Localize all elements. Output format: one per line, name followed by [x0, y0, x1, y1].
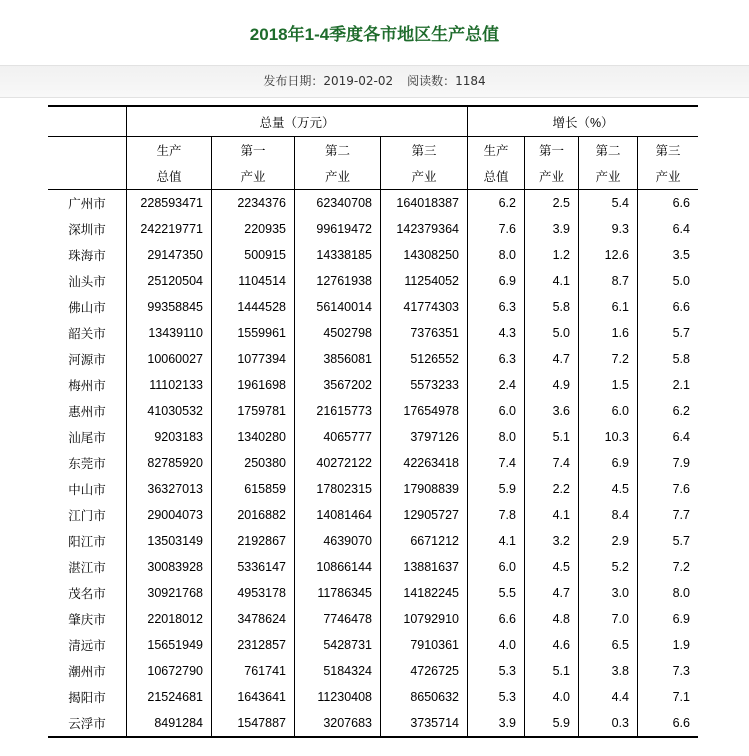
city-name: 汕尾市	[68, 431, 106, 445]
growth-value-cell: 5.0	[525, 320, 579, 346]
city-name: 珠海市	[68, 249, 106, 263]
total-value-cell: 22018012	[127, 606, 212, 632]
total-value-cell: 1643641	[212, 684, 295, 710]
total-value-cell: 15651949	[127, 632, 212, 658]
col-header-growth-primary: 第一	[525, 137, 579, 164]
col-header-growth-tertiary: 第三	[638, 137, 699, 164]
table-row	[48, 632, 698, 658]
growth-value-cell: 8.4	[579, 502, 638, 528]
city-name: 揭阳市	[68, 691, 106, 705]
total-value-cell: 1961698	[212, 372, 295, 398]
growth-value-cell: 5.7	[638, 528, 699, 554]
total-value-cell: 3856081	[295, 346, 381, 372]
col-header-total-gdp: 生产	[127, 137, 212, 164]
growth-value-cell: 4.1	[468, 528, 525, 554]
growth-value-cell: 7.6	[638, 476, 699, 502]
total-value-cell: 2312857	[212, 632, 295, 658]
total-value-cell: 10060027	[127, 346, 212, 372]
city-name: 中山市	[68, 483, 106, 497]
total-value-cell: 1759781	[212, 398, 295, 424]
total-value-cell: 10866144	[295, 554, 381, 580]
growth-value-cell: 2.1	[638, 372, 699, 398]
city-name: 云浮市	[48, 710, 127, 737]
read-count-label: 阅读数：	[407, 74, 456, 88]
table-row	[48, 580, 698, 606]
table-row	[48, 450, 698, 476]
total-value-cell: 3478624	[212, 606, 295, 632]
growth-value-cell: 7.9	[638, 450, 699, 476]
total-value-cell: 1340280	[212, 424, 295, 450]
col-header-growth-secondary-line2: 产业	[579, 163, 638, 190]
col-header-growth-primary-line2: 产业	[525, 163, 579, 190]
table-row	[48, 268, 698, 294]
growth-value-cell: 6.2	[638, 398, 699, 424]
city-name: 深圳市	[68, 223, 106, 237]
table-row	[48, 372, 698, 398]
total-value-cell: 41774303	[381, 294, 468, 320]
total-value-cell: 25120504	[127, 268, 212, 294]
total-value-cell: 11254052	[381, 268, 468, 294]
growth-value-cell: 4.7	[525, 346, 579, 372]
growth-value-cell: 5.9	[468, 476, 525, 502]
col-header-total-primary: 第一	[212, 137, 295, 164]
growth-value-cell: 6.0	[468, 398, 525, 424]
total-value-cell: 11230408	[295, 684, 381, 710]
growth-value-cell: 3.5	[638, 242, 699, 268]
total-value-cell: 29147350	[127, 242, 212, 268]
growth-value-cell: 1.5	[579, 372, 638, 398]
total-value-cell: 29004073	[127, 502, 212, 528]
table-row	[48, 398, 698, 424]
table-row	[48, 528, 698, 554]
total-value-cell: 1104514	[212, 268, 295, 294]
city-name: 阳江市	[68, 535, 106, 549]
total-value-cell: 7746478	[295, 606, 381, 632]
total-value-cell: 761741	[212, 658, 295, 684]
article-meta-bar	[0, 65, 749, 98]
table-subheader-row-1	[48, 137, 698, 164]
corner-cell	[48, 137, 127, 164]
col-header-growth-secondary: 第二	[579, 137, 638, 164]
growth-value-cell: 7.8	[468, 502, 525, 528]
growth-value-cell: 6.2	[468, 190, 525, 217]
total-value-cell: 142379364	[381, 216, 468, 242]
growth-value-cell: 6.0	[579, 398, 638, 424]
city-name: 梅州市	[68, 379, 106, 393]
total-value-cell: 21524681	[127, 684, 212, 710]
growth-value-cell: 5.1	[525, 424, 579, 450]
growth-value-cell: 3.2	[525, 528, 579, 554]
read-count: 1184	[455, 74, 486, 88]
table-row	[48, 242, 698, 268]
growth-value-cell: 4.9	[525, 372, 579, 398]
city-name: 河源市	[68, 353, 106, 367]
table-row	[48, 658, 698, 684]
growth-value-cell: 4.7	[525, 580, 579, 606]
group-header-total: 总量（万元）	[127, 106, 468, 137]
growth-value-cell: 1.6	[579, 320, 638, 346]
city-name: 肇庆市	[68, 613, 106, 627]
growth-value-cell: 5.0	[638, 268, 699, 294]
total-value-cell: 1444528	[212, 294, 295, 320]
total-value-cell: 30083928	[127, 554, 212, 580]
growth-value-cell: 3.0	[579, 580, 638, 606]
growth-value-cell: 6.3	[468, 346, 525, 372]
growth-value-cell: 5.1	[525, 658, 579, 684]
table-row	[48, 294, 698, 320]
total-value-cell: 13881637	[381, 554, 468, 580]
total-value-cell: 13439110	[127, 320, 212, 346]
growth-value-cell: 6.6	[468, 606, 525, 632]
growth-value-cell: 12.6	[579, 242, 638, 268]
total-value-cell: 21615773	[295, 398, 381, 424]
col-header-total-secondary: 第二	[295, 137, 381, 164]
table-row	[48, 476, 698, 502]
total-value-cell: 99619472	[295, 216, 381, 242]
table-row	[48, 320, 698, 346]
growth-value-cell: 7.2	[579, 346, 638, 372]
growth-value-cell: 7.7	[638, 502, 699, 528]
total-value-cell: 4065777	[295, 424, 381, 450]
total-value-cell: 14081464	[295, 502, 381, 528]
growth-value-cell: 6.9	[468, 268, 525, 294]
total-value-cell: 8491284	[127, 710, 212, 737]
col-header-total-gdp-line2: 总值	[127, 163, 212, 190]
growth-value-cell: 4.4	[579, 684, 638, 710]
table-row	[48, 190, 698, 217]
growth-value-cell: 8.0	[468, 242, 525, 268]
growth-value-cell: 4.1	[525, 502, 579, 528]
growth-value-cell: 6.4	[638, 424, 699, 450]
total-value-cell: 2234376	[212, 190, 295, 217]
publish-date: 2019-02-02	[323, 74, 394, 88]
growth-value-cell: 7.4	[468, 450, 525, 476]
growth-value-cell: 5.3	[468, 658, 525, 684]
growth-value-cell: 2.5	[525, 190, 579, 217]
total-value-cell: 5126552	[381, 346, 468, 372]
total-value-cell: 5336147	[212, 554, 295, 580]
total-value-cell: 56140014	[295, 294, 381, 320]
total-value-cell: 1077394	[212, 346, 295, 372]
total-value-cell: 5428731	[295, 632, 381, 658]
city-name: 广州市	[68, 197, 106, 211]
total-value-cell: 11786345	[295, 580, 381, 606]
growth-value-cell: 1.2	[525, 242, 579, 268]
col-header-growth-gdp: 生产	[468, 137, 525, 164]
growth-value-cell: 5.9	[525, 710, 579, 737]
total-value-cell: 5573233	[381, 372, 468, 398]
total-value-cell: 13503149	[127, 528, 212, 554]
growth-value-cell: 0.3	[579, 710, 638, 737]
growth-value-cell: 4.3	[468, 320, 525, 346]
growth-value-cell: 3.8	[579, 658, 638, 684]
growth-value-cell: 8.0	[468, 424, 525, 450]
total-value-cell: 3207683	[295, 710, 381, 737]
growth-value-cell: 9.3	[579, 216, 638, 242]
total-value-cell: 164018387	[381, 190, 468, 217]
total-value-cell: 7910361	[381, 632, 468, 658]
city-name: 茂名市	[68, 587, 106, 601]
city-name: 潮州市	[68, 665, 106, 679]
total-value-cell: 30921768	[127, 580, 212, 606]
col-header-total-primary-line2: 产业	[212, 163, 295, 190]
growth-value-cell: 6.1	[579, 294, 638, 320]
growth-value-cell: 5.2	[579, 554, 638, 580]
corner-cell	[48, 163, 127, 190]
growth-value-cell: 6.0	[468, 554, 525, 580]
city-name: 佛山市	[68, 301, 106, 315]
total-value-cell: 250380	[212, 450, 295, 476]
city-name: 汕头市	[68, 275, 106, 289]
col-header-total-tertiary-line2: 产业	[381, 163, 468, 190]
table-row	[48, 216, 698, 242]
table-row	[48, 606, 698, 632]
total-value-cell: 82785920	[127, 450, 212, 476]
total-value-cell: 5184324	[295, 658, 381, 684]
growth-value-cell: 7.3	[638, 658, 699, 684]
total-value-cell: 8650632	[381, 684, 468, 710]
growth-value-cell: 5.4	[579, 190, 638, 217]
total-value-cell: 14182245	[381, 580, 468, 606]
corner-cell	[48, 106, 127, 137]
growth-value-cell: 2.2	[525, 476, 579, 502]
city-name: 韶关市	[68, 327, 106, 341]
table-row	[48, 710, 698, 737]
growth-value-cell: 7.6	[468, 216, 525, 242]
total-value-cell: 6671212	[381, 528, 468, 554]
col-header-total-secondary-line2: 产业	[295, 163, 381, 190]
total-value-cell: 2192867	[212, 528, 295, 554]
total-value-cell: 228593471	[127, 190, 212, 217]
growth-value-cell: 5.7	[638, 320, 699, 346]
total-value-cell: 4953178	[212, 580, 295, 606]
table-row	[48, 684, 698, 710]
growth-value-cell: 8.7	[579, 268, 638, 294]
total-value-cell: 17908839	[381, 476, 468, 502]
growth-value-cell: 4.5	[579, 476, 638, 502]
table-group-header-row	[48, 106, 698, 137]
growth-value-cell: 2.9	[579, 528, 638, 554]
growth-value-cell: 7.4	[525, 450, 579, 476]
growth-value-cell: 4.6	[525, 632, 579, 658]
total-value-cell: 4639070	[295, 528, 381, 554]
city-name: 清远市	[68, 639, 106, 653]
growth-value-cell: 7.1	[638, 684, 699, 710]
growth-value-cell: 7.2	[638, 554, 699, 580]
total-value-cell: 3567202	[295, 372, 381, 398]
total-value-cell: 12761938	[295, 268, 381, 294]
growth-value-cell: 6.6	[638, 190, 699, 217]
growth-value-cell: 4.0	[525, 684, 579, 710]
total-value-cell: 615859	[212, 476, 295, 502]
table-row	[48, 346, 698, 372]
total-value-cell: 9203183	[127, 424, 212, 450]
total-value-cell: 40272122	[295, 450, 381, 476]
total-value-cell: 4726725	[381, 658, 468, 684]
growth-value-cell: 10.3	[579, 424, 638, 450]
city-name: 湛江市	[68, 561, 106, 575]
col-header-total-tertiary: 第三	[381, 137, 468, 164]
total-value-cell: 220935	[212, 216, 295, 242]
growth-value-cell: 5.8	[525, 294, 579, 320]
group-header-growth: 增长（%）	[468, 106, 699, 137]
table-row	[48, 424, 698, 450]
total-value-cell: 41030532	[127, 398, 212, 424]
total-value-cell: 12905727	[381, 502, 468, 528]
total-value-cell: 42263418	[381, 450, 468, 476]
col-header-growth-tertiary-line2: 产业	[638, 163, 699, 190]
growth-value-cell: 6.5	[579, 632, 638, 658]
total-value-cell: 2016882	[212, 502, 295, 528]
table-row	[48, 502, 698, 528]
growth-value-cell: 6.9	[579, 450, 638, 476]
total-value-cell: 17802315	[295, 476, 381, 502]
total-value-cell: 99358845	[127, 294, 212, 320]
total-value-cell: 3797126	[381, 424, 468, 450]
table-row	[48, 554, 698, 580]
total-value-cell: 500915	[212, 242, 295, 268]
total-value-cell: 62340708	[295, 190, 381, 217]
total-value-cell: 1559961	[212, 320, 295, 346]
total-value-cell: 10792910	[381, 606, 468, 632]
growth-value-cell: 4.5	[525, 554, 579, 580]
total-value-cell: 242219771	[127, 216, 212, 242]
growth-value-cell: 6.6	[638, 710, 699, 737]
growth-value-cell: 8.0	[638, 580, 699, 606]
growth-value-cell: 4.1	[525, 268, 579, 294]
total-value-cell: 10672790	[127, 658, 212, 684]
total-value-cell: 1547887	[212, 710, 295, 737]
city-name: 东莞市	[68, 457, 106, 471]
total-value-cell: 17654978	[381, 398, 468, 424]
growth-value-cell: 7.0	[579, 606, 638, 632]
total-value-cell: 11102133	[127, 372, 212, 398]
growth-value-cell: 1.9	[638, 632, 699, 658]
growth-value-cell: 3.9	[468, 710, 525, 737]
growth-value-cell: 4.0	[468, 632, 525, 658]
total-value-cell: 14308250	[381, 242, 468, 268]
col-header-growth-gdp-line2: 总值	[468, 163, 525, 190]
growth-value-cell: 2.4	[468, 372, 525, 398]
gdp-table	[48, 105, 698, 738]
growth-value-cell: 5.8	[638, 346, 699, 372]
growth-value-cell: 5.5	[468, 580, 525, 606]
table-subheader-row-2	[48, 163, 698, 190]
city-name: 江门市	[68, 509, 106, 523]
growth-value-cell: 6.9	[638, 606, 699, 632]
city-name: 惠州市	[68, 405, 106, 419]
total-value-cell: 3735714	[381, 710, 468, 737]
growth-value-cell: 6.6	[638, 294, 699, 320]
growth-value-cell: 6.3	[468, 294, 525, 320]
growth-value-cell: 5.3	[468, 684, 525, 710]
publish-date-label: 发布日期：	[263, 74, 324, 88]
total-value-cell: 14338185	[295, 242, 381, 268]
total-value-cell: 36327013	[127, 476, 212, 502]
growth-value-cell: 4.8	[525, 606, 579, 632]
total-value-cell: 7376351	[381, 320, 468, 346]
growth-value-cell: 6.4	[638, 216, 699, 242]
growth-value-cell: 3.6	[525, 398, 579, 424]
growth-value-cell: 3.9	[525, 216, 579, 242]
page-title: 2018年1-4季度各市地区生产总值	[249, 25, 500, 44]
total-value-cell: 4502798	[295, 320, 381, 346]
